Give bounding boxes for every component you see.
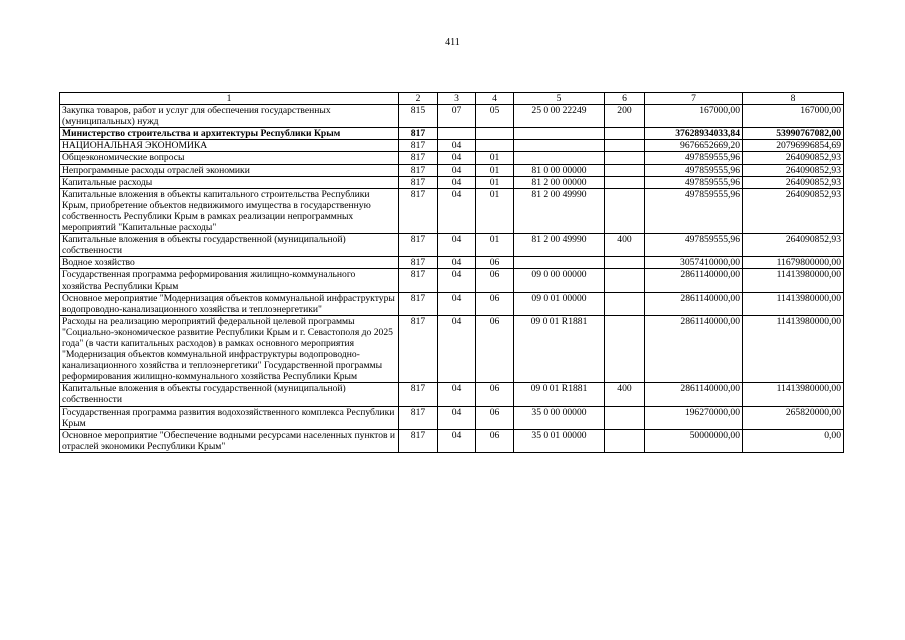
cell-ved-code: 817 bbox=[399, 406, 438, 429]
cell-ved-code: 817 bbox=[399, 292, 438, 315]
cell-name: Капитальные вложения в объекты капитального строительства Республики Крым, приобретение объектов недвижимого имущества в государственную собственность Республики Крым в рамках реализации непрограммных мероприятий "Капитальные расходы" bbox=[60, 188, 399, 233]
table-row bbox=[60, 234, 844, 257]
cell-ved-code: 817 bbox=[399, 188, 438, 233]
cell-expense-type bbox=[605, 140, 645, 152]
header-col-2: 2 bbox=[399, 93, 438, 105]
cell-ved-code: 817 bbox=[399, 429, 438, 452]
cell-name: Водное хозяйство bbox=[60, 257, 399, 269]
cell-sum-year-1: 2861140000,00 bbox=[645, 315, 743, 383]
header-row bbox=[60, 93, 844, 105]
cell-ved-code: 817 bbox=[399, 383, 438, 406]
cell-target-article: 81 0 00 00000 bbox=[514, 164, 605, 176]
cell-expense-type: 400 bbox=[605, 234, 645, 257]
cell-name: Расходы на реализацию мероприятий федеральной целевой программы "Социально-экономическое развитие Республики Крым и г. Севастополя до 2025 года" (в части капитальных расходов) в рамках основного мероприятия "Модернизация объектов коммунальной инфраструктуры водопроводно-канализационного хозяйства и теплоэнергетики" Государственной программы реформирования жилищно-коммунального хозяйства Республики Крым bbox=[60, 315, 399, 383]
cell-sum-year-1: 3057410000,00 bbox=[645, 257, 743, 269]
cell-sum-year-1: 497859555,96 bbox=[645, 176, 743, 188]
table-row bbox=[60, 269, 844, 292]
cell-target-article: 81 2 00 49990 bbox=[514, 234, 605, 257]
cell-subsection: 01 bbox=[476, 152, 514, 164]
cell-expense-type bbox=[605, 164, 645, 176]
cell-target-article: 35 0 00 00000 bbox=[514, 406, 605, 429]
cell-sum-year-2: 264090852,93 bbox=[743, 164, 844, 176]
cell-sum-year-1: 2861140000,00 bbox=[645, 292, 743, 315]
cell-sum-year-2: 11413980000,00 bbox=[743, 292, 844, 315]
cell-name: Основное мероприятие "Обеспечение водными ресурсами населенных пунктов и отраслей экономики Республики Крым" bbox=[60, 429, 399, 452]
cell-subsection: 06 bbox=[476, 269, 514, 292]
cell-name: Капитальные расходы bbox=[60, 176, 399, 188]
cell-sum-year-1: 2861140000,00 bbox=[645, 269, 743, 292]
cell-ved-code: 817 bbox=[399, 315, 438, 383]
table-body bbox=[60, 105, 844, 453]
table-row bbox=[60, 188, 844, 233]
cell-sum-year-2: 264090852,93 bbox=[743, 176, 844, 188]
cell-name: Основное мероприятие "Модернизация объектов коммунальной инфраструктуры водопроводно-канализационного хозяйства и теплоэнергетики" bbox=[60, 292, 399, 315]
cell-name: Капитальные вложения в объекты государственной (муниципальной) собственности bbox=[60, 383, 399, 406]
cell-section: 04 bbox=[438, 234, 476, 257]
cell-subsection bbox=[476, 140, 514, 152]
cell-section: 04 bbox=[438, 152, 476, 164]
cell-ved-code: 817 bbox=[399, 140, 438, 152]
cell-section bbox=[438, 128, 476, 140]
cell-target-article: 25 0 00 22249 bbox=[514, 105, 605, 128]
cell-section: 04 bbox=[438, 257, 476, 269]
table-row bbox=[60, 406, 844, 429]
cell-subsection: 01 bbox=[476, 176, 514, 188]
cell-ved-code: 817 bbox=[399, 164, 438, 176]
budget-table bbox=[59, 92, 844, 453]
cell-section: 04 bbox=[438, 315, 476, 383]
cell-target-article: 09 0 01 00000 bbox=[514, 292, 605, 315]
cell-subsection: 06 bbox=[476, 406, 514, 429]
cell-expense-type: 400 bbox=[605, 383, 645, 406]
cell-expense-type bbox=[605, 257, 645, 269]
cell-subsection: 05 bbox=[476, 105, 514, 128]
table-row bbox=[60, 152, 844, 164]
cell-sum-year-2: 11679800000,00 bbox=[743, 257, 844, 269]
cell-sum-year-2: 11413980000,00 bbox=[743, 383, 844, 406]
cell-sum-year-2: 20796996854,69 bbox=[743, 140, 844, 152]
cell-sum-year-1: 497859555,96 bbox=[645, 152, 743, 164]
cell-expense-type bbox=[605, 269, 645, 292]
cell-target-article: 09 0 01 R1881 bbox=[514, 315, 605, 383]
cell-ved-code: 815 bbox=[399, 105, 438, 128]
cell-sum-year-1: 37628934033,84 bbox=[645, 128, 743, 140]
cell-target-article: 09 0 00 00000 bbox=[514, 269, 605, 292]
table-row bbox=[60, 164, 844, 176]
cell-name: НАЦИОНАЛЬНАЯ ЭКОНОМИКА bbox=[60, 140, 399, 152]
cell-expense-type bbox=[605, 188, 645, 233]
table-row bbox=[60, 140, 844, 152]
cell-section: 04 bbox=[438, 406, 476, 429]
cell-ved-code: 817 bbox=[399, 176, 438, 188]
cell-section: 04 bbox=[438, 188, 476, 233]
page-number: 411 bbox=[445, 37, 460, 48]
cell-sum-year-1: 2861140000,00 bbox=[645, 383, 743, 406]
cell-section: 04 bbox=[438, 292, 476, 315]
cell-name: Непрограммные расходы отраслей экономики bbox=[60, 164, 399, 176]
cell-ved-code: 817 bbox=[399, 128, 438, 140]
cell-subsection: 01 bbox=[476, 188, 514, 233]
cell-subsection: 01 bbox=[476, 164, 514, 176]
cell-sum-year-1: 497859555,96 bbox=[645, 234, 743, 257]
cell-name: Закупка товаров, работ и услуг для обеспечения государственных (муниципальных) нужд bbox=[60, 105, 399, 128]
cell-ved-code: 817 bbox=[399, 234, 438, 257]
cell-subsection: 06 bbox=[476, 429, 514, 452]
cell-target-article bbox=[514, 152, 605, 164]
cell-subsection: 06 bbox=[476, 257, 514, 269]
table-row bbox=[60, 128, 844, 140]
cell-section: 04 bbox=[438, 176, 476, 188]
cell-ved-code: 817 bbox=[399, 269, 438, 292]
table-row bbox=[60, 315, 844, 383]
cell-expense-type bbox=[605, 429, 645, 452]
cell-target-article bbox=[514, 128, 605, 140]
cell-section: 04 bbox=[438, 140, 476, 152]
cell-sum-year-1: 497859555,96 bbox=[645, 188, 743, 233]
cell-sum-year-1: 497859555,96 bbox=[645, 164, 743, 176]
cell-name: Общеэкономические вопросы bbox=[60, 152, 399, 164]
cell-sum-year-1: 9676652669,20 bbox=[645, 140, 743, 152]
cell-target-article bbox=[514, 257, 605, 269]
cell-sum-year-2: 167000,00 bbox=[743, 105, 844, 128]
cell-sum-year-1: 167000,00 bbox=[645, 105, 743, 128]
cell-sum-year-2: 53990767082,00 bbox=[743, 128, 844, 140]
cell-expense-type bbox=[605, 406, 645, 429]
cell-subsection: 01 bbox=[476, 234, 514, 257]
cell-expense-type bbox=[605, 292, 645, 315]
cell-subsection: 06 bbox=[476, 292, 514, 315]
cell-expense-type: 200 bbox=[605, 105, 645, 128]
cell-target-article: 81 2 00 00000 bbox=[514, 176, 605, 188]
cell-sum-year-2: 264090852,93 bbox=[743, 152, 844, 164]
table-row bbox=[60, 257, 844, 269]
cell-target-article: 09 0 01 R1881 bbox=[514, 383, 605, 406]
cell-name: Министерство строительства и архитектуры Республики Крым bbox=[60, 128, 399, 140]
header-col-6: 6 bbox=[605, 93, 645, 105]
header-col-4: 4 bbox=[476, 93, 514, 105]
cell-section: 04 bbox=[438, 429, 476, 452]
table-row bbox=[60, 292, 844, 315]
cell-sum-year-2: 0,00 bbox=[743, 429, 844, 452]
header-col-5: 5 bbox=[514, 93, 605, 105]
cell-sum-year-2: 264090852,93 bbox=[743, 188, 844, 233]
cell-target-article bbox=[514, 140, 605, 152]
cell-target-article: 35 0 01 00000 bbox=[514, 429, 605, 452]
cell-sum-year-2: 11413980000,00 bbox=[743, 269, 844, 292]
cell-expense-type bbox=[605, 315, 645, 383]
cell-sum-year-1: 50000000,00 bbox=[645, 429, 743, 452]
cell-name: Государственная программа реформирования жилищно-коммунального хозяйства Республики Крым bbox=[60, 269, 399, 292]
cell-sum-year-1: 196270000,00 bbox=[645, 406, 743, 429]
cell-expense-type bbox=[605, 176, 645, 188]
cell-sum-year-2: 265820000,00 bbox=[743, 406, 844, 429]
table-row bbox=[60, 176, 844, 188]
cell-section: 04 bbox=[438, 164, 476, 176]
cell-section: 07 bbox=[438, 105, 476, 128]
cell-expense-type bbox=[605, 128, 645, 140]
cell-sum-year-2: 264090852,93 bbox=[743, 234, 844, 257]
table-row bbox=[60, 429, 844, 452]
cell-target-article: 81 2 00 49990 bbox=[514, 188, 605, 233]
cell-subsection: 06 bbox=[476, 315, 514, 383]
header-col-8: 8 bbox=[743, 93, 844, 105]
table-row bbox=[60, 105, 844, 128]
cell-ved-code: 817 bbox=[399, 257, 438, 269]
cell-section: 04 bbox=[438, 269, 476, 292]
cell-subsection bbox=[476, 128, 514, 140]
header-col-7: 7 bbox=[645, 93, 743, 105]
cell-name: Государственная программа развития водохозяйственного комплекса Республики Крым bbox=[60, 406, 399, 429]
cell-sum-year-2: 11413980000,00 bbox=[743, 315, 844, 383]
header-col-1: 1 bbox=[60, 93, 399, 105]
cell-section: 04 bbox=[438, 383, 476, 406]
table-row bbox=[60, 383, 844, 406]
cell-subsection: 06 bbox=[476, 383, 514, 406]
cell-expense-type bbox=[605, 152, 645, 164]
cell-name: Капитальные вложения в объекты государственной (муниципальной) собственности bbox=[60, 234, 399, 257]
header-col-3: 3 bbox=[438, 93, 476, 105]
cell-ved-code: 817 bbox=[399, 152, 438, 164]
